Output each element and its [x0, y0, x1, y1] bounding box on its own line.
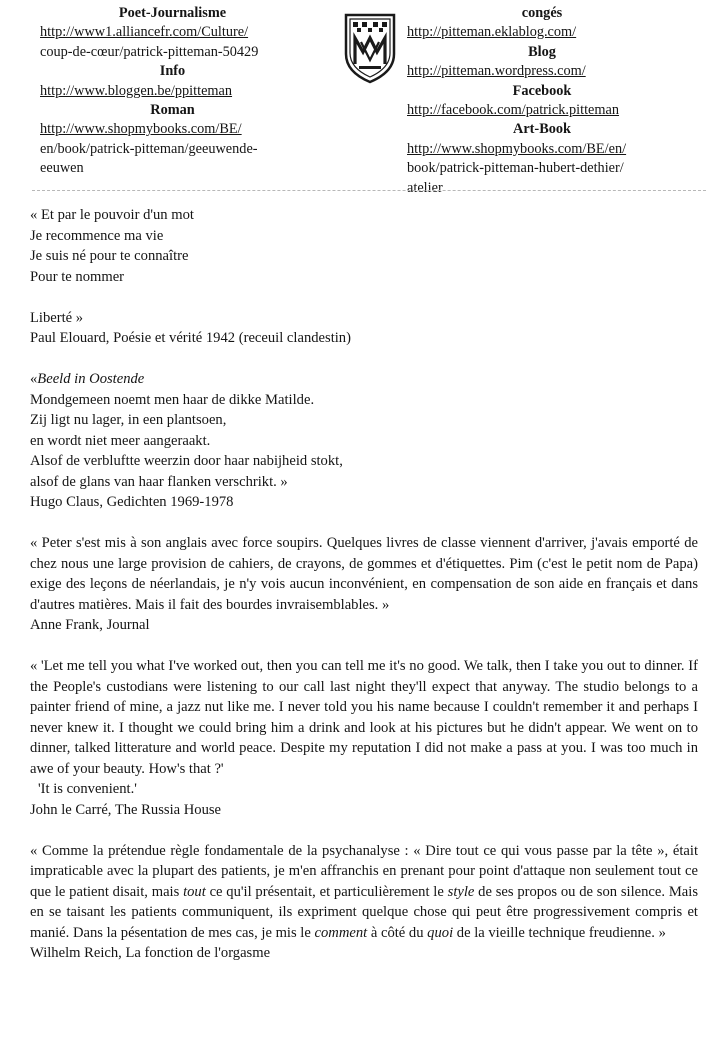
open-guillemet: « [30, 371, 38, 387]
emphasis-quoi: quoi [427, 924, 454, 941]
quote-claus [30, 369, 698, 513]
heading-info: Info [159, 63, 186, 80]
heading-poet-journalisme: Poet-Journalisme [118, 5, 227, 21]
link-wordpress[interactable]: http://pitteman.wordpress.com/ [407, 63, 586, 80]
verse-line: Liberté » [30, 309, 84, 326]
link-shopmybooks-artbook-2[interactable]: book/patrick-pitteman-hubert-dethier/ [407, 160, 624, 177]
link-alliancefr-1[interactable]: http://www1.alliancefr.com/Culture/ [40, 24, 249, 41]
poem-title [30, 369, 698, 390]
verse-line: Zij ligt nu lager, in een plantsoen, [30, 412, 227, 428]
verse-line: Pour te nommer [30, 268, 125, 285]
heading-blog: Blog [528, 43, 556, 60]
verse-line: en wordt niet meer aangeraakt. [30, 432, 211, 449]
header-block [0, 0, 711, 196]
quote-lecarre [30, 656, 698, 820]
quote-eluard [30, 205, 698, 349]
quote-source-lecarre: John le Carré, The Russia House [30, 801, 222, 818]
link-alliancefr-2[interactable]: coup-de-cœur/patrick-pitteman-50429 [40, 43, 259, 60]
quotes-body [30, 205, 698, 964]
quote-source-frank: Anne Frank, Journal [30, 617, 150, 633]
link-shopmybooks-roman-1[interactable]: http://www.shopmybooks.com/BE/ [40, 121, 242, 138]
heading-facebook: Facebook [512, 82, 572, 99]
heading-conges: congés [521, 5, 563, 21]
link-shopmybooks-roman-2[interactable]: en/book/patrick-pitteman/geeuwende- [40, 140, 258, 157]
link-shopmybooks-artbook-3[interactable]: atelier [407, 179, 443, 196]
quote-source-eluard: Paul Elouard, Poésie et vérité 1942 (receuil clandestin) [30, 330, 351, 346]
verse-line: « Et par le pouvoir d'un mot [30, 207, 194, 223]
header-divider [32, 190, 706, 191]
verse-line: alsof de glans van haar flanken verschrikt. » [30, 473, 288, 490]
heading-roman: Roman [150, 102, 195, 119]
quote-reply-lecarre: 'It is convenient.' [38, 781, 137, 797]
link-bloggen[interactable]: http://www.bloggen.be/ppitteman [40, 82, 233, 99]
quote-frank [30, 533, 698, 636]
verse-line: Mondgemeen noemt men haar de dikke Matilde. [30, 391, 315, 408]
quote-paragraph-lecarre: « 'Let me tell you what I've worked out, then you can tell me it's no good. We talk, then I take you out to dinner. If the People's custodians were listening to our call last night they'll expect that anyway. The studio belongs to a painter friend of mine, a jazz nut like me. I never told you his name because I couldn't remember it and perhaps I never knew it. I thought we could bring him a drink and look at his pictures but he didn't appear. We went on to dinner, talked litterature and world peace. Despite my reputation I did not make a pass at you. I was too much in awe of your beauty. How's that ?' [30, 658, 698, 777]
poem-title-text: Beeld in Oostende [37, 371, 145, 387]
quote-paragraph-frank: « Peter s'est mis à son anglais avec force soupirs. Quelques livres de classe viennent d'arriver, j'avais emporté de chez nous une large provision de cahiers, de crayons, de gommes et d'étiquettes. Pim (c'est le petit nom de Papa) exige des leçons de néerlandais, je n'y vois aucun inconvénient, en compensation de son aide en français et dans d'autres matières. Mais il fait des bourdes invraisemblables. » [30, 535, 698, 613]
verse-line: Je suis né pour te connaître [30, 248, 189, 264]
quote-source-claus: Hugo Claus, Gedichten 1969-1978 [30, 494, 234, 510]
quote-source-reich: Wilhelm Reich, La fonction de l'orgasme [30, 945, 271, 961]
heading-art-book: Art-Book [513, 121, 571, 138]
link-shopmybooks-roman-3[interactable]: eeuwen [40, 160, 84, 177]
link-shopmybooks-artbook-1[interactable]: http://www.shopmybooks.com/BE/en/ [407, 140, 627, 157]
emphasis-tout: tout [183, 883, 206, 900]
link-facebook[interactable]: http://facebook.com/patrick.pitteman [407, 102, 620, 119]
quote-reich [30, 841, 698, 964]
quote-paragraph-reich: « Comme la prétendue règle fondamentale de la psychanalyse : « Dire tout ce qui vous passe par la tête », était impraticable avec la plupart des patients, je m'en affranchis en prenant pour point d'attaque non seulement tout ce que le patient disait, mais tout ce qu'il présentait, et particulièrement le style de ses propos ou de son silence. Mais en se taisant les patients communiquent, ils expriment quelque chose qui peut être progressivement compris et manié. Dans la pésentation de mes cas, je mis le comment à côté du quoi de la vieille technique freudienne. » [30, 842, 699, 941]
emphasis-comment: comment [314, 924, 368, 941]
header-right-column [407, 4, 707, 198]
heraldic-shield-crest-icon [343, 12, 397, 84]
header-left-column [40, 4, 330, 179]
verse-line: Je recommence ma vie [30, 227, 164, 244]
verse-line: Alsof de verbluftte weerzin door haar nabijheid stokt, [30, 453, 343, 469]
link-eklablog[interactable]: http://pitteman.eklablog.com/ [407, 24, 577, 41]
emphasis-style: style [447, 883, 475, 900]
